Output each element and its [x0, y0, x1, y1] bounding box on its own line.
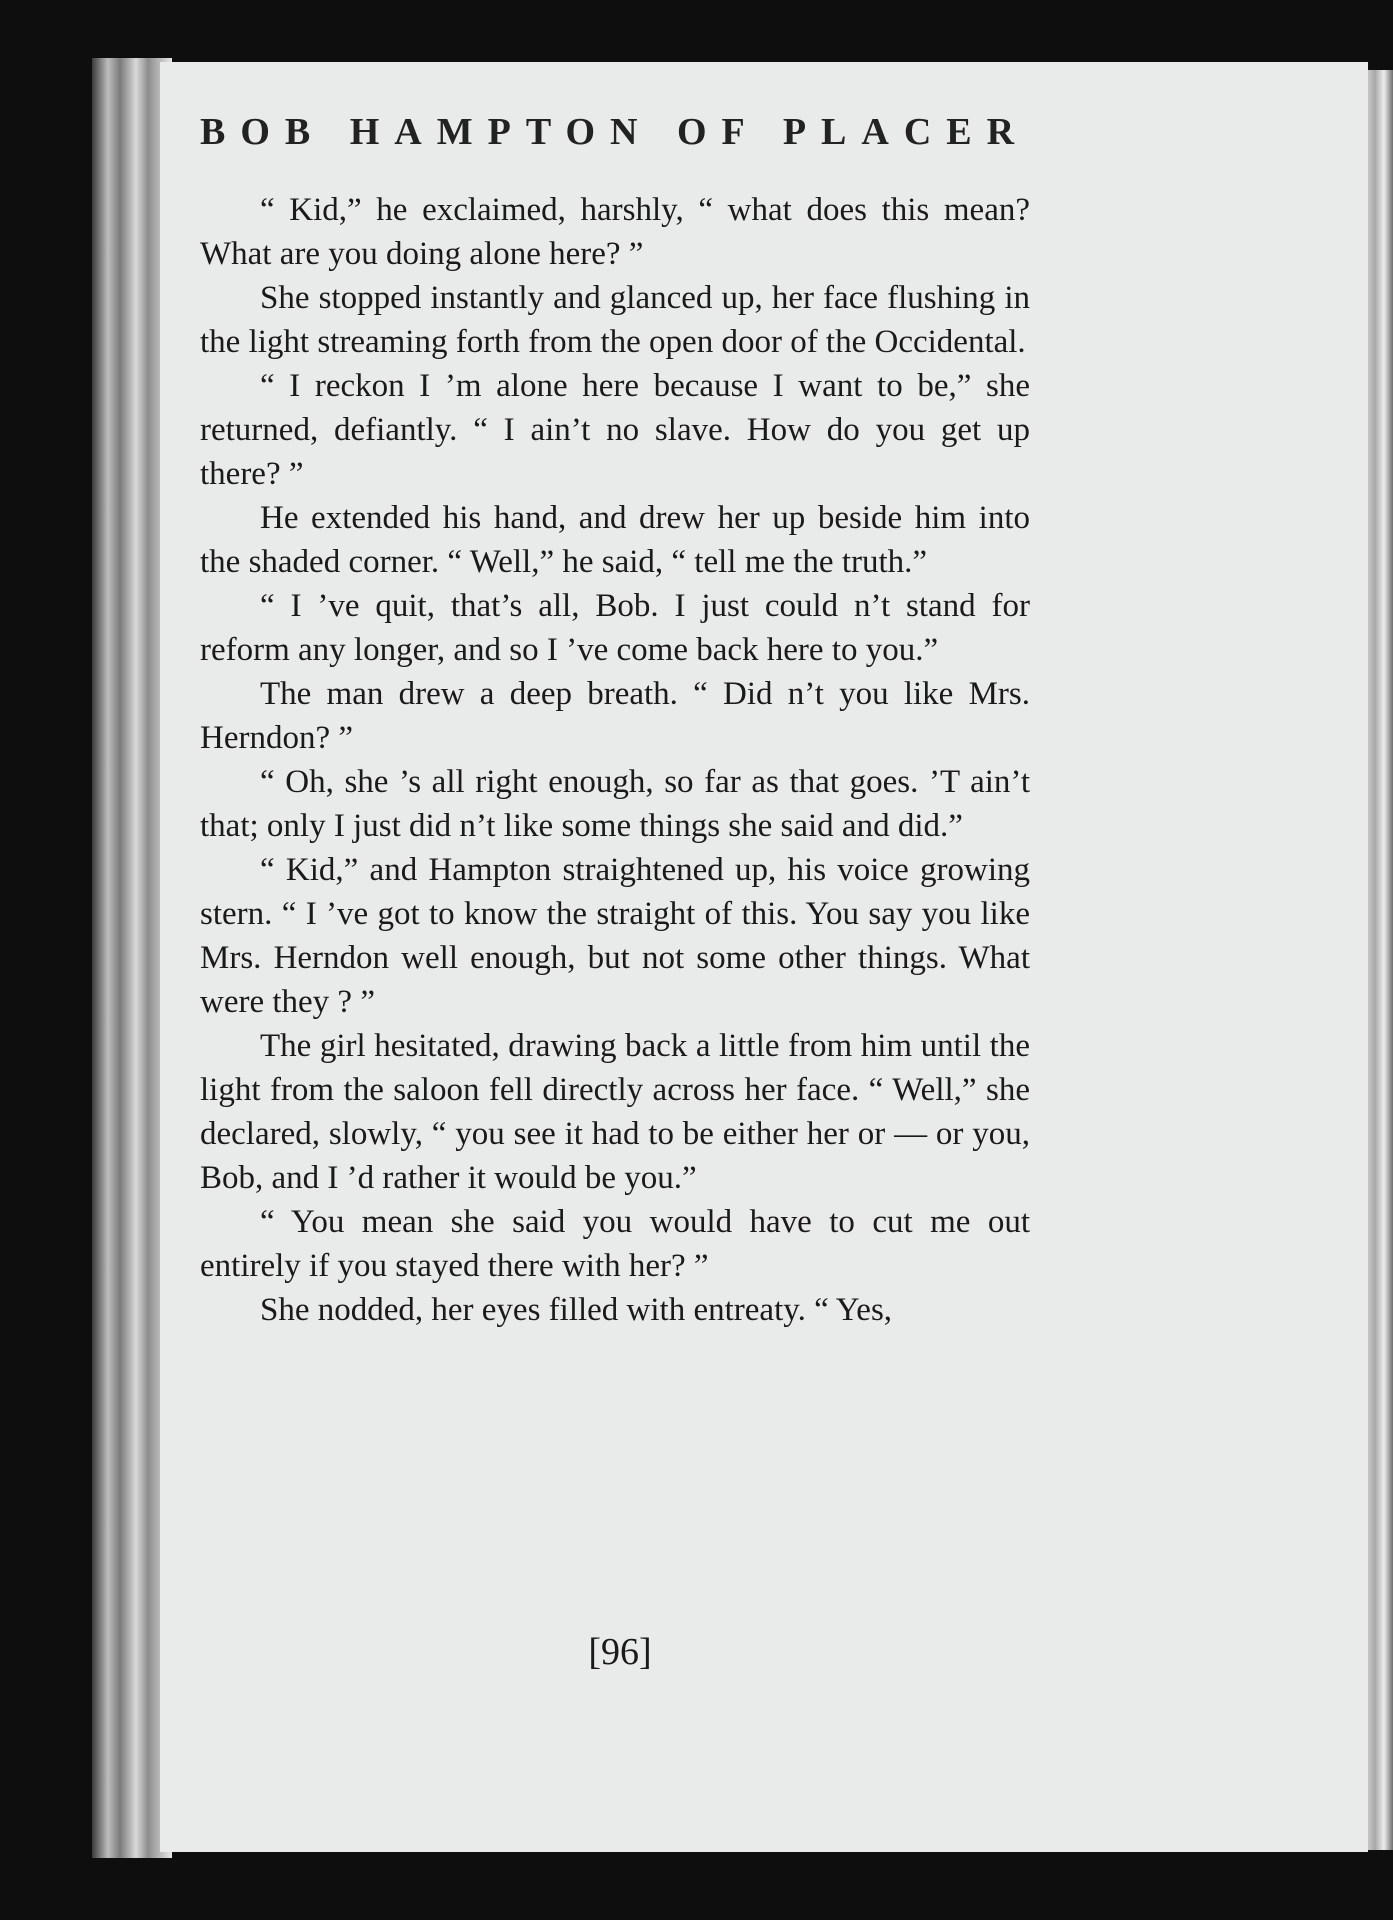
paragraph: The man drew a deep breath. “ Did n’t you like Mrs. Herndon? ”: [200, 676, 1030, 756]
paragraph: “ You mean she said you would have to cut me out entirely if you stayed there with her? ”: [200, 1204, 1030, 1284]
paragraph: “ Kid,” and Hampton straightened up, his voice growing stern. “ I ’ve got to know the straight of this. You say you like Mrs. Herndon well enough, but not some other things. What were they ? ”: [200, 852, 1030, 1020]
paragraph: He extended his hand, and drew her up beside him into the shaded corner. “ Well,” he said, “ tell me the truth.”: [200, 500, 1030, 580]
page-number: [96]: [588, 1631, 652, 1673]
paragraph: “ I ’ve quit, that’s all, Bob. I just could n’t stand for reform any longer, and so I ’ve come back here to you.”: [200, 588, 1030, 668]
paragraph: “ Kid,” he exclaimed, harshly, “ what does this mean? What are you doing alone here? ”: [200, 192, 1030, 272]
paragraph: She stopped instantly and glanced up, her face flushing in the light streaming forth from the open door of the Occidental.: [200, 280, 1030, 360]
paragraph: She nodded, her eyes filled with entreaty. “ Yes,: [260, 1292, 893, 1328]
paragraph: The girl hesitated, drawing back a little from him until the light from the saloon fell directly across her face. “ Well,” she declared, slowly, “ you see it had to be either her or — or you, Bob, and I ’d rather it would be you.”: [200, 1028, 1030, 1196]
body-text: [200, 188, 1030, 1332]
paragraph: “ Oh, she ’s all right enough, so far as that goes. ’T ain’t that; only I just did n’t like some things she said and did.”: [200, 764, 1030, 844]
paragraph: “ I reckon I ’m alone here because I want to be,” she returned, defiantly. “ I ain’t no slave. How do you get up there? ”: [200, 368, 1030, 492]
running-head: BOB HAMPTON OF PLACER: [200, 111, 1030, 153]
